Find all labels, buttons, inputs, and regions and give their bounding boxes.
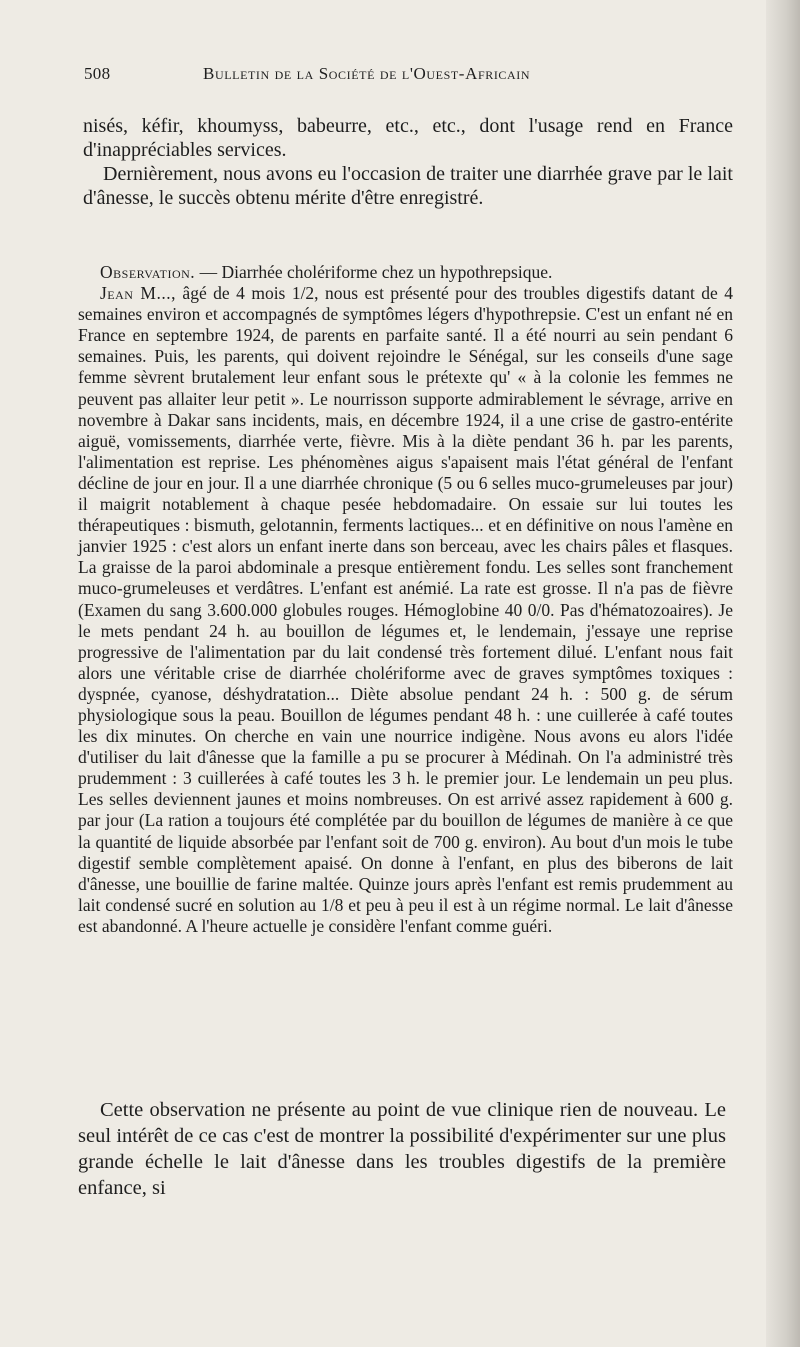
observation-title: — Diarrhée cholériforme chez un hypothrepsique. xyxy=(195,262,553,282)
intro-paragraph: Dernièrement, nous avons eu l'occasion de traiter une diarrhée grave par le lait d'ânesse, le succès obtenu mérite d'être enregistré. xyxy=(83,163,733,209)
journal-title: Bulletin de la Société de l'Ouest-Africain xyxy=(203,64,531,83)
observation-section xyxy=(78,262,733,937)
page-edge-shadow xyxy=(766,0,800,1347)
closing-paragraph: Cette observation ne présente au point de vue clinique rien de nouveau. Le seul intérêt de ce cas c'est de montrer la possibilité d'expérimenter sur une plus grande échelle le lait d'ânesse dans les troubles digestifs de la première enfance, si xyxy=(78,1099,726,1199)
running-head xyxy=(84,64,624,90)
closing-text xyxy=(78,1097,726,1201)
observation-body xyxy=(78,283,733,937)
observation-text: âgé de 4 mois 1/2, nous est présenté pour des troubles digestifs datant de 4 semaines environ et accompagnés de symptômes légers d'hypothrepsie. C'est un enfant né en France en septembre 1924, de parents en parfaite santé. Il a été nourri au sein pendant 6 semaines. Puis, les parents, qui doivent rejoindre le Sénégal, sur les conseils d'une sage femme sèvrent brutalement leur enfant sous le prétexte qu' « à la colonie les femmes ne peuvent pas allaiter leur petit ». Le nourrisson supporte admirablement le sévrage, arrive en novembre à Dakar sans incidents, mais, en décembre 1924, il a une crise de gastro-entérite aiguë, vomissements, diarrhée verte, fièvre. Mis à la diète pendant 36 h. par les parents, l'alimentation est reprise. Les phénomènes aigus s'apaisent mais l'état général de l'enfant décline de jour en jour. Il a une diarrhée chronique (5 ou 6 selles muco-grumeleuses par jour) il maigrit notablement à chaque pesée hebdomadaire. On essaie sur lui toutes les thérapeutiques : bismuth, gelotannin, ferments lactiques... et en définitive on nous l'amène en janvier 1925 : c'est alors un enfant inerte dans son berceau, avec les chairs pâles et flasques. La graisse de la paroi abdominale a presque entièrement fondu. Les selles sont franchement muco-grumeleuses et verdâtres. L'enfant est anémié. La rate est grosse. Il n'a pas de fièvre (Examen du sang 3.600.000 globules rouges. Hémoglobine 40 0/0. Pas d'hématozoaires). Je le mets pendant 24 h. au bouillon de légumes et, le lendemain, j'essaye une reprise progressive de l'alimentation par du lait condensé très fortement dilué. L'enfant nous fait alors une véritable crise de diarrhée cholériforme avec de graves symptômes toxiques : dyspnée, cyanose, déshydratation... Diète absolue pendant 24 h. : 500 g. de sérum physiologique sous la peau. Bouillon de légumes pendant 48 h. : une cuillerée à café toutes les dix minutes. On cherche en vain une nourrice indigène. Nous avons eu alors l'idée d'utiliser du lait d'ânesse que la famille a pu se procurer à Médinah. On l'a administré très prudemment : 3 cuillerées à café toutes les 3 h. le premier jour. Le lendemain un peu plus. Les selles deviennent jaunes et moins nombreuses. On est arrivé assez rapidement à 600 g. par jour (La ration a toujours été complétée par du bouillon de légumes de manière à ce que la quantité de liquide absorbée par l'enfant soit de 700 g. environ). Au bout d'un mois le tube digestif semble complètement apaisé. On donne à l'enfant, en plus des biberons de lait d'ânesse, une bouillie de farine maltée. Quinze jours après l'enfant est remis prudemment au lait condensé sucré en solution au 1/8 et peu à peu il est à un régime normal. Le lait d'ânesse est abandonné. A l'heure actuelle je considère l'enfant comme guéri. xyxy=(78,283,733,936)
patient-name: Jean M..., xyxy=(100,283,176,304)
observation-label: Observation. xyxy=(100,262,196,282)
page-number: 508 xyxy=(84,64,111,83)
observation-heading xyxy=(78,262,733,283)
intro-paragraph: nisés, kéfir, khoumyss, babeurre, etc., etc., dont l'usage rend en France d'inappréciables services. xyxy=(83,115,733,161)
intro-text xyxy=(83,114,733,210)
